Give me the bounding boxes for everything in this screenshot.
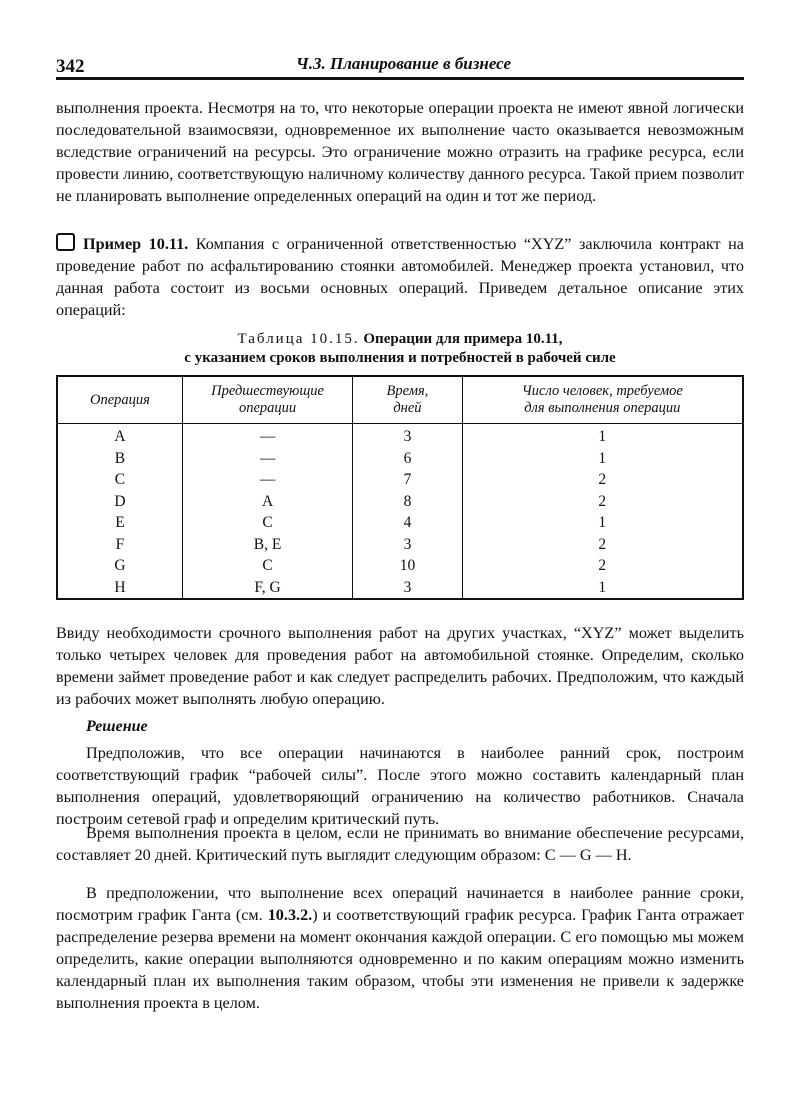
cell-op: B: [58, 448, 182, 469]
example-paragraph: [56, 233, 744, 321]
section-reference: 10.3.2.: [267, 906, 313, 924]
cell-people: 1: [598, 428, 607, 446]
cell-pred: —: [182, 424, 352, 448]
cell-time: 3: [353, 424, 462, 448]
header-predecessors: Предшествующие операции: [182, 377, 352, 424]
cell-time: 3: [353, 576, 462, 598]
paragraph-intro: выполнения проекта. Несмотря на то, что некоторые операции проекта не имеют явной логически последовательной взаимосвязи, одновременное их выполнение часто оказывается невозможным вследствие ограничений на ресурсы. Это ограничение можно отразить на графике ресурса, если провести линию, соответствующую наличному количеству данного ресурса. Такой прием позволит не планировать выполнение определенных операций на один и тот же период.: [56, 99, 744, 205]
cell-op: H: [58, 576, 182, 598]
cell-op: F: [58, 533, 182, 554]
table-row: [58, 533, 742, 554]
p6-part1: В предположении, что выполнение всех операций начинается в наиболее ранние сроки, посмотрим график Ганта (см.: [56, 884, 744, 924]
table-caption-title: Операции для примера 10.11,: [359, 331, 563, 347]
table-row: [58, 469, 742, 490]
cell-people: 2: [598, 535, 607, 553]
table-row: [58, 448, 742, 469]
cell-pred: A: [182, 491, 352, 512]
solution-heading: Решение: [86, 718, 148, 735]
header-rule: [56, 77, 744, 80]
table-row: [58, 512, 742, 533]
p6-part2: ) и соответствующий график ресурса. График Ганта отражает распределение резерва времени на момент окончания каждой операции. С его помощью мы можем определить, какие операции выполняются одновременно и по каким операциям можно изменить календарный план их выполнения таким образом, чтобы эти изменения не привели к задержке выполнения проекта в целом.: [56, 906, 744, 1012]
cell-op: G: [58, 555, 182, 576]
running-title: Ч.3. Планирование в бизнесе: [296, 54, 512, 73]
cell-op: E: [58, 512, 182, 533]
cell-pred: —: [182, 448, 352, 469]
cell-op: A: [58, 424, 182, 448]
table-row: [58, 424, 742, 448]
page-number: 342: [56, 56, 85, 77]
header-operation: Операция: [58, 377, 182, 424]
cell-time: 8: [353, 491, 462, 512]
page-header: [56, 54, 744, 78]
header-time: Время, дней: [353, 377, 462, 424]
table-caption-line1: [56, 330, 744, 349]
cell-pred: F, G: [182, 576, 352, 598]
cell-time: 4: [353, 512, 462, 533]
cell-time: 7: [353, 469, 462, 490]
operations-table: [56, 375, 744, 600]
cell-people: 2: [598, 471, 607, 489]
table-row: [58, 491, 742, 512]
cell-people: 1: [598, 449, 607, 467]
header-people: Число человек, требуемое для выполнения операции: [462, 377, 742, 424]
table-header-row: [58, 377, 742, 424]
cell-op: D: [58, 491, 182, 512]
cell-time: 10: [353, 555, 462, 576]
cell-pred: C: [182, 555, 352, 576]
paragraph-solution-1: Предположив, что все операции начинаются в наиболее ранний срок, построим соответствующий график “рабочей силы”. После этого можно составить календарный план выполнения операций, удовлетворяющий ограничению на количество работников. Сначала построим сетевой граф и определим критический путь.: [56, 744, 744, 828]
table-caption-line2: с указанием сроков выполнения и потребностей в рабочей силе: [184, 350, 616, 366]
example-square-icon: [56, 233, 75, 251]
paragraph-problem: Ввиду необходимости срочного выполнения работ на других участках, “XYZ” может выделить только четырех человек для проведения работ на автомобильной стоянке. Определим, сколько времени займет проведение работ и как следует распределить рабочих. Предположим, что каждый из рабочих может выполнять любую операцию.: [56, 624, 744, 708]
paragraph-solution-2: Время выполнения проекта в целом, если не принимать во внимание обеспечение ресурсами, составляет 20 дней. Критический путь выглядит следующим образом: C — G — H.: [56, 824, 744, 864]
cell-people: 1: [598, 578, 607, 596]
cell-pred: —: [182, 469, 352, 490]
table-caption-lead: Таблица 10.15.: [237, 331, 360, 347]
table-row: [58, 555, 742, 576]
cell-pred: B, E: [182, 533, 352, 554]
cell-op: C: [58, 469, 182, 490]
cell-people: 2: [598, 492, 607, 510]
paragraph-solution-3: [56, 882, 744, 1014]
cell-time: 3: [353, 533, 462, 554]
cell-people: 1: [598, 514, 607, 532]
cell-pred: C: [182, 512, 352, 533]
example-text: Компания с ограниченной ответственностью “XYZ” заключила контракт на проведение работ по асфальтированию стоянки автомобилей. Менеджер проекта установил, что данная работа состоит из восьми основных операций. Приведем детальное описание этих операций:: [56, 235, 744, 319]
table-row: [58, 576, 742, 598]
cell-people: 2: [598, 557, 607, 575]
example-lead: Пример 10.11.: [83, 235, 189, 253]
cell-time: 6: [353, 448, 462, 469]
